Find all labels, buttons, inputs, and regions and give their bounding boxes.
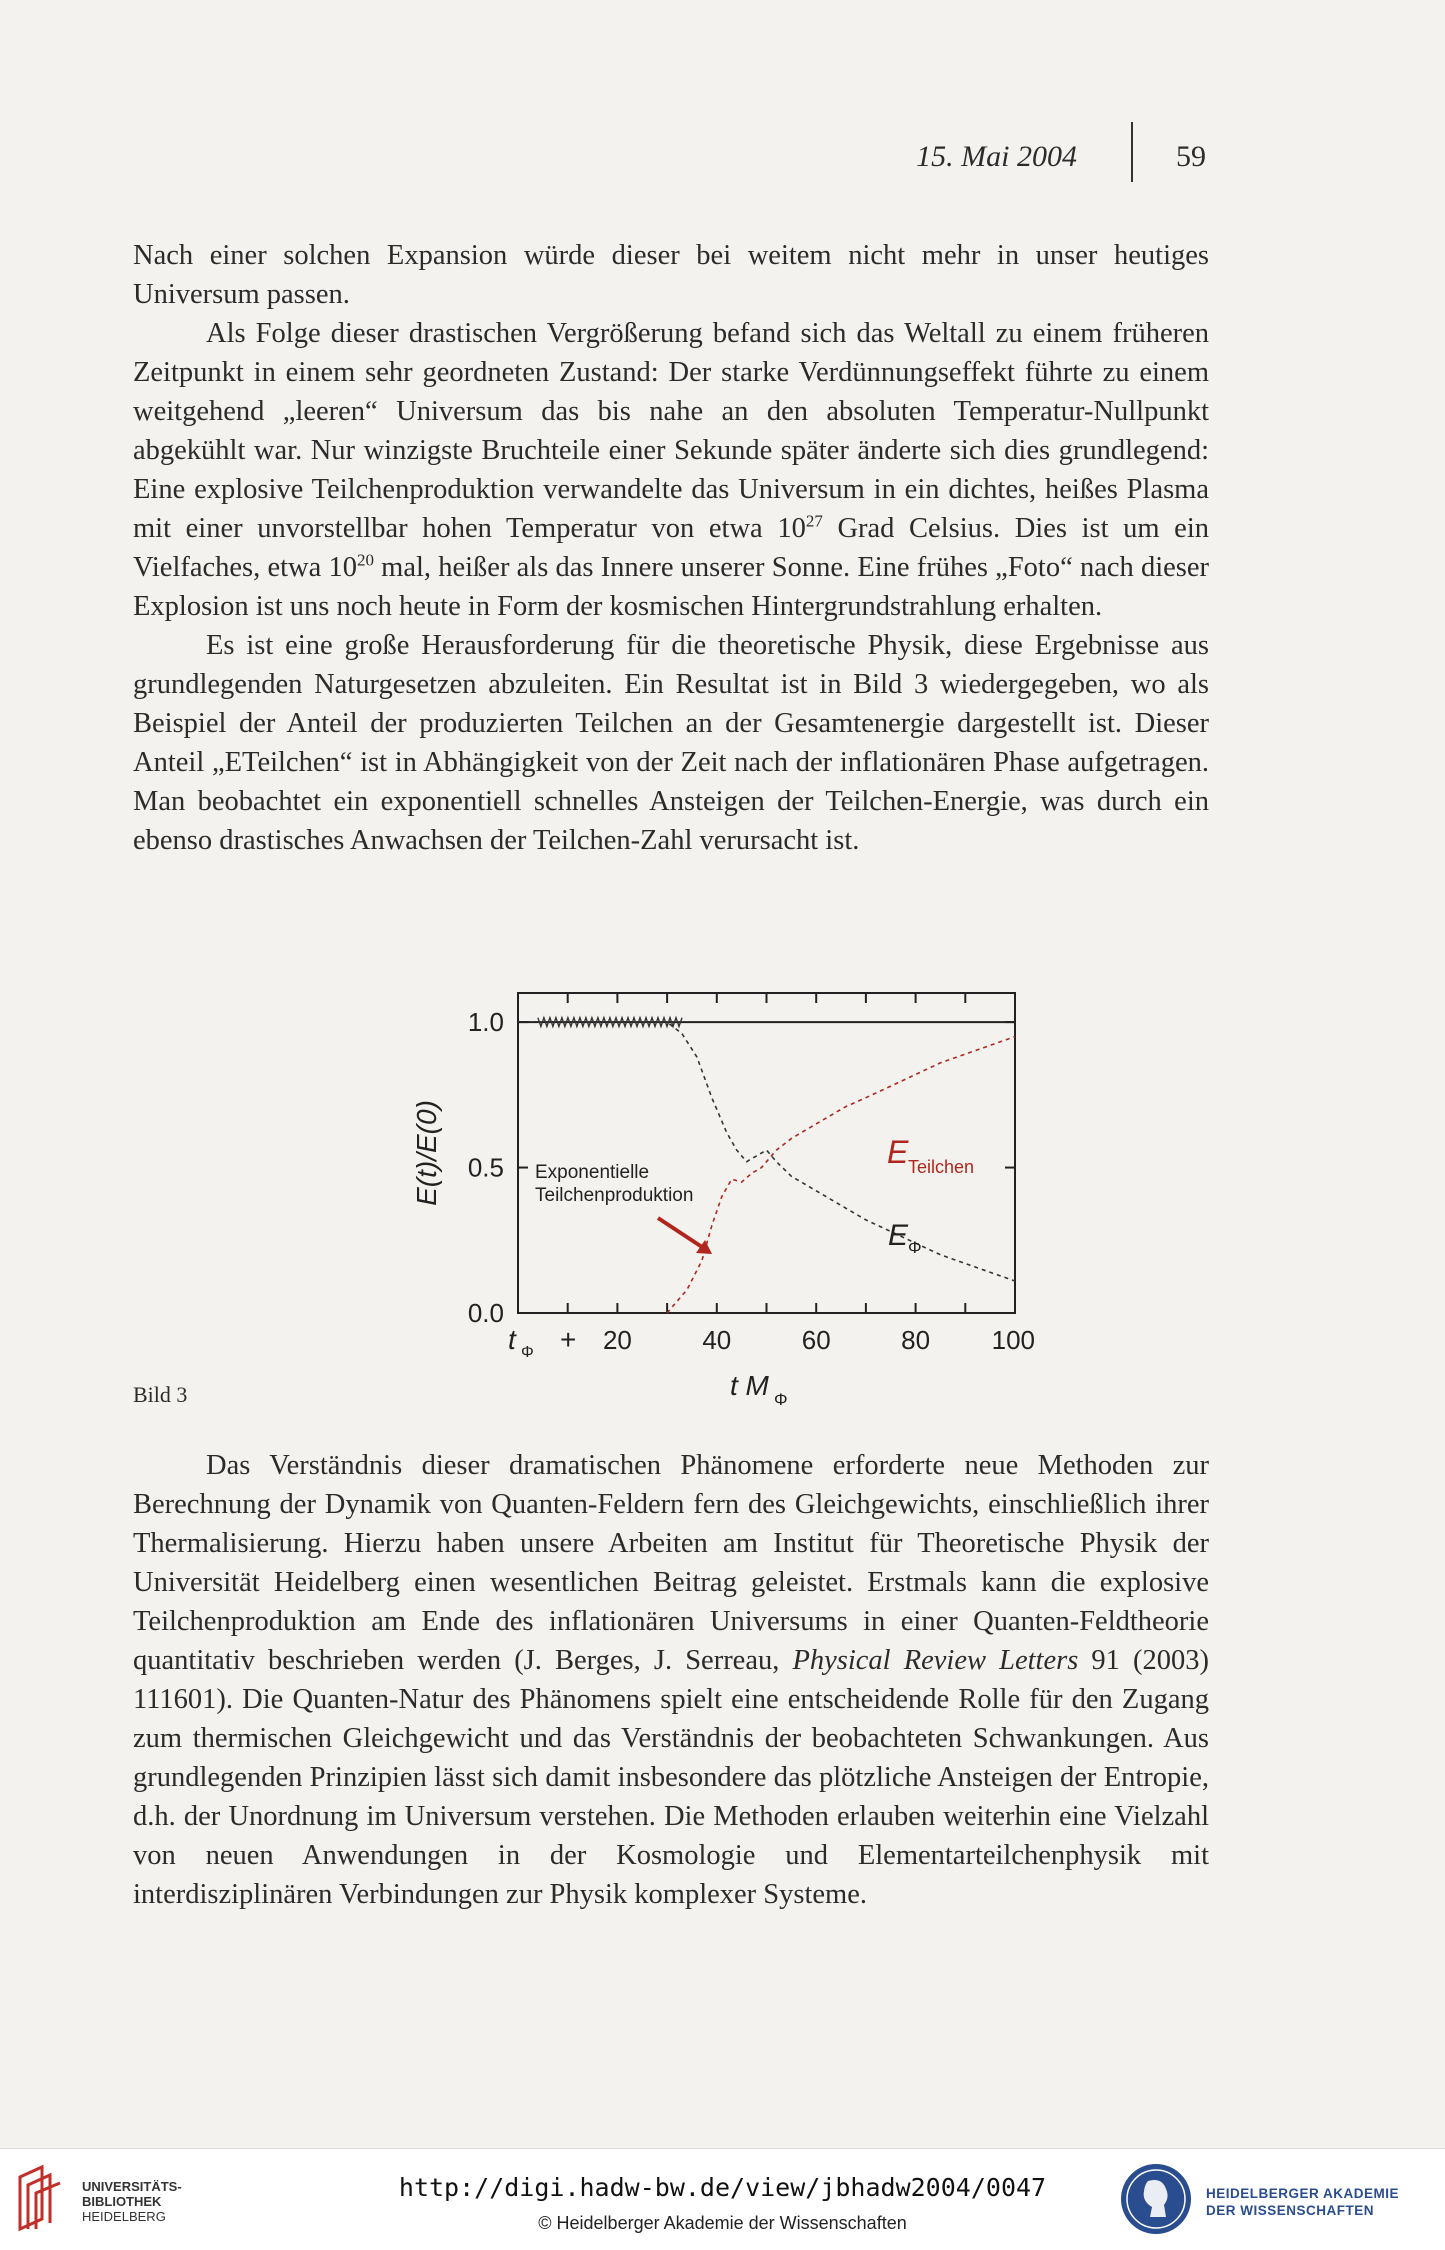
academy-seal-icon[interactable] — [1118, 2161, 1194, 2237]
series-line-1 — [518, 1022, 1015, 1281]
journal-title: Physical Review Letters — [792, 1645, 1079, 1676]
academy-name — [1206, 2185, 1399, 2219]
x-tick-label: 80 — [901, 1325, 931, 1355]
x-tick-label: 20 — [602, 1325, 632, 1355]
chart-svg — [400, 975, 1040, 1415]
legend-e-teilchen — [887, 1134, 974, 1177]
paragraph — [133, 1446, 1209, 1914]
ub-line: HEIDELBERG — [82, 2209, 166, 2224]
svg-text:t M: t M — [730, 1370, 769, 1401]
page-header — [0, 140, 1445, 180]
legend-label: E — [888, 1219, 909, 1252]
text-run: Das Verständnis dieser dramatischen Phänomene erforderte neue Methoden zur Berechnung der Dynamik von Quanten-Feldern fern des Gleichgewichts, einschließlich ihrer Thermalisierung. Hierzu haben unsere Arbeiten am Institut für Theoretische Physik der Universität Heidelberg einen wesentlichen Beitrag geleistet. Erstmals kann die explosive Teilchenproduktion am Ende des inflationären Universums in einer Quanten-Feldtheorie quantitativ beschrieben werden (J. Berges, J. Serreau, — [133, 1450, 1209, 1676]
svg-text:Φ: Φ — [774, 1390, 788, 1409]
paragraph: Nach einer solchen Expansion würde dieser bei weitem nicht mehr in unser heutiges Universum passen. — [133, 240, 1209, 310]
academy-line: HEIDELBERGER AKADEMIE — [1206, 2186, 1400, 2201]
exponent: 27 — [805, 511, 823, 531]
svg-text:E(t)/E(0): E(t)/E(0) — [411, 1100, 442, 1206]
body-text-bottom — [133, 1446, 1209, 1914]
ub-line: BIBLIOTHEK — [82, 2194, 162, 2209]
x-tick-label: + — [560, 1324, 577, 1355]
exponent: 20 — [356, 550, 374, 570]
text-run: mal, heißer als das Innere unserer Sonne. Eine frühes „Foto“ nach dieser Explosion ist uns noch heute in Form der kosmischen Hintergrundstrahlung erhalten. — [133, 552, 1209, 622]
x-tick-label: t — [508, 1324, 516, 1355]
body-text-top — [133, 236, 1209, 860]
footer-bar — [0, 2148, 1445, 2250]
header-separator — [1131, 122, 1133, 182]
header-date: 15. Mai 2004 — [916, 140, 1077, 173]
energy-chart — [400, 975, 1040, 1415]
annotation-line1: Exponentielle — [535, 1162, 650, 1183]
y-tick-label: 0.5 — [467, 1152, 504, 1183]
copyright-notice: © Heidelberger Akademie der Wissenschaften — [538, 2213, 907, 2233]
annotation-line2: Teilchenproduktion — [535, 1185, 694, 1206]
x-tick-label: 100 — [991, 1325, 1035, 1355]
text-run: Grad Celsius. Dies ist um ein Vielfaches, etwa 10 — [133, 513, 1209, 583]
ub-line: UNIVERSITÄTS- — [82, 2179, 182, 2194]
source-url-link[interactable]: http://digi.hadw-bw.de/view/jbhadw2004/0047 — [398, 2173, 1047, 2202]
x-axis-label — [730, 1370, 788, 1409]
annotation-arrow — [658, 1218, 712, 1254]
paragraph: Es ist eine große Herausforderung für die theoretische Physik, diese Ergebnisse aus grundlegenden Naturgesetzen abzuleiten. Ein Resultat ist in Bild 3 wiedergegeben, wo als Beispiel der Anteil der produzierten Teilchen an der Gesamtenergie dargestellt ist. Dieser Anteil „ETeilchen“ ist in Abhängigkeit von der Zeit nach der inflationären Phase aufgetragen. Man beobachtet ein exponentiell schnelles Ansteigen der Teilchen-Energie, was durch ein ebenso drastisches Anwachsen der Teilchen-Zahl verursacht ist. — [133, 630, 1209, 856]
paragraph — [133, 314, 1209, 626]
legend-e-phi — [888, 1219, 922, 1257]
y-axis-label — [411, 1100, 442, 1206]
legend-subscript: Φ — [908, 1238, 922, 1257]
text-run: 91 (2003) 111601). Die Quanten-Natur des Phänomens spielt eine entscheidende Rolle für den Zugang zum thermischen Gleichgewicht und das Verständnis der beobachteten Schwankungen. Aus grundlegenden Prinzipien lässt sich damit insbesondere das plötzliche Ansteigen der Entropie, d.h. der Unordnung im Universum verstehen. Die Methoden erlauben weiterhin eine Vielzahl von neuen Anwendungen in der Kosmologie und Elementarteilchenphysik mit interdisziplinären Verbindungen zur Physik komplexer Systeme. — [133, 1645, 1209, 1910]
legend-label: E — [887, 1134, 909, 1170]
academy-line: DER WISSENSCHAFTEN — [1206, 2203, 1375, 2218]
y-tick-label: 1.0 — [467, 1007, 504, 1038]
x-tick-label-subscript: Φ — [521, 1344, 534, 1361]
text-run: Als Folge dieser drastischen Vergrößerung befand sich das Weltall zu einem früheren Zeitpunkt in einem sehr geordneten Zustand: Der starke Verdünnungseffekt führte zu einem weitgehend „leeren“ Universum das bis nahe an den absoluten Temperatur-Nullpunkt abgekühlt war. Nur winzigste Bruchteile einer Sekunde später änderte sich dies grundlegend: Eine explosive Teilchenproduktion verwandelte das Universum in ein dichtes, heißes Plasma mit einer unvorstellbar hohen Temperatur von etwa 10 — [133, 318, 1209, 544]
x-tick-label: 40 — [702, 1325, 732, 1355]
y-tick-label: 0.0 — [467, 1298, 504, 1328]
legend-subscript: Teilchen — [908, 1157, 975, 1177]
plot-frame — [518, 993, 1015, 1313]
page-number: 59 — [1176, 140, 1206, 173]
x-tick-label: 60 — [801, 1325, 831, 1355]
figure-caption: Bild 3 — [133, 1382, 188, 1407]
